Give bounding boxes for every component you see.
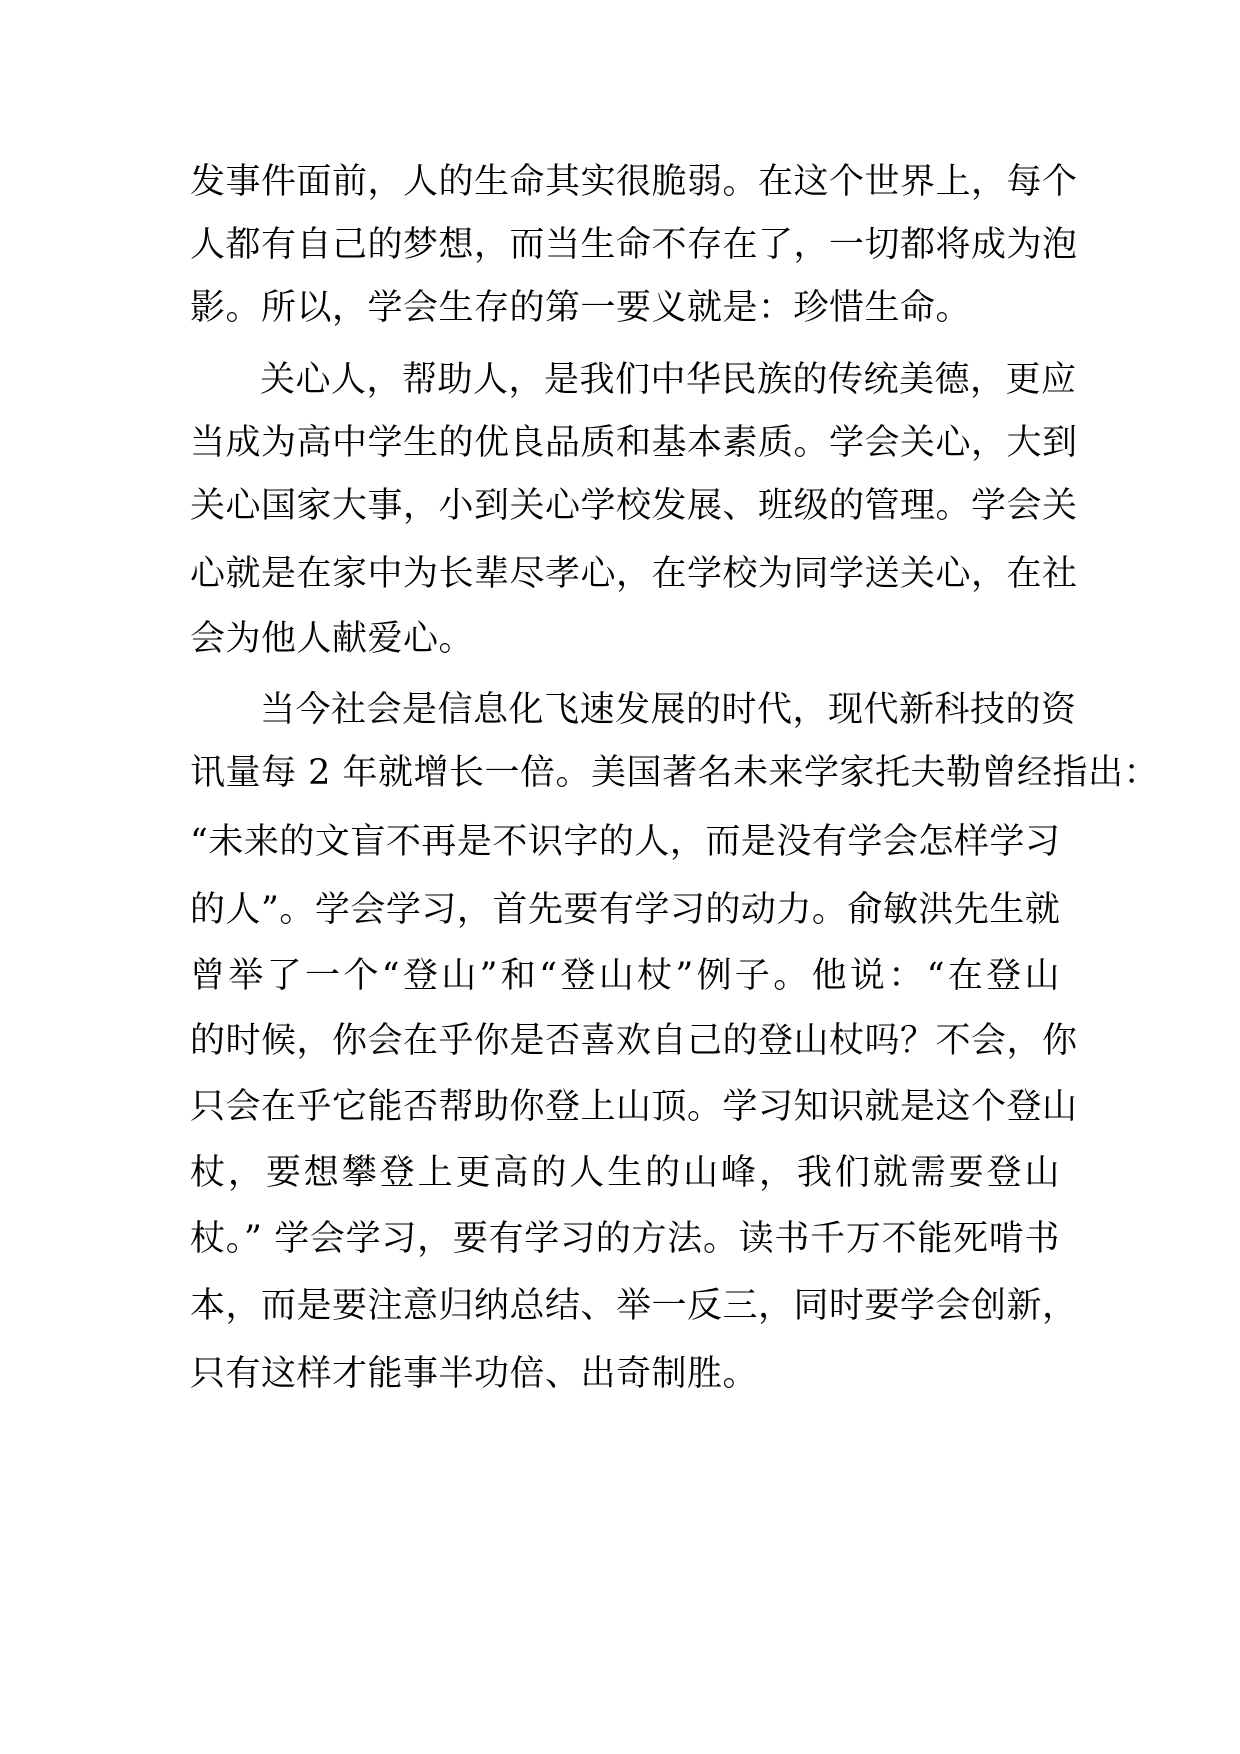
paragraph-3-line-3: “未来的文盲不再是不识字的人，而是没有学会怎样学习 <box>190 822 1061 862</box>
paragraph-3-line-4: 的人”。学会学习，首先要有学习的动力。俞敏洪先生就 <box>190 890 1061 930</box>
paragraph-3-line-1: 当今社会是信息化飞速发展的时代，现代新科技的资 <box>260 690 1077 730</box>
paragraph-3-line-6: 的时候，你会在乎你是否喜欢自己的登山杖吗？不会，你 <box>190 1021 1078 1061</box>
paragraph-3-line-5: 曾举了一个“登山”和“登山杖”例子。他说：“在登山 <box>190 956 1060 996</box>
paragraph-1-line-1: 发事件面前，人的生命其实很脆弱。在这个世界上，每个 <box>190 162 1078 202</box>
paragraph-1-line-3: 影。所以，学会生存的第一要义就是：珍惜生命。 <box>190 288 972 328</box>
paragraph-1-line-2: 人都有自己的梦想，而当生命不存在了，一切都将成为泡 <box>190 225 1078 265</box>
paragraph-2-line-2: 当成为高中学生的优良品质和基本素质。学会关心，大到 <box>190 423 1078 463</box>
paragraph-3-line-10: 本，而是要注意归纳总结、举一反三，同时要学会创新， <box>190 1286 1078 1326</box>
paragraph-2-line-5: 会为他人献爱心。 <box>190 619 475 659</box>
paragraph-3-line-7: 只会在乎它能否帮助你登上山顶。学习知识就是这个登山 <box>190 1087 1078 1127</box>
paragraph-3-line-8: 杖，要想攀登上更高的人生的山峰，我们就需要登山 <box>190 1153 1060 1193</box>
paragraph-2-line-4: 心就是在家中为长辈尽孝心，在学校为同学送关心，在社 <box>190 554 1078 594</box>
paragraph-2-line-3: 关心国家大事，小到关心学校发展、班级的管理。学会关 <box>190 486 1078 526</box>
paragraph-2-line-1: 关心人，帮助人，是我们中华民族的传统美德，更应 <box>260 360 1077 400</box>
paragraph-3-line-2: 讯量每 2 年就增长一倍。美国著名未来学家托夫勒曾经指出： <box>190 753 1160 793</box>
paragraph-3-line-11: 只有这样才能事半功倍、出奇制胜。 <box>190 1354 759 1394</box>
paragraph-3-line-9: 杖。” 学会学习，要有学习的方法。读书千万不能死啃书 <box>190 1219 1060 1259</box>
